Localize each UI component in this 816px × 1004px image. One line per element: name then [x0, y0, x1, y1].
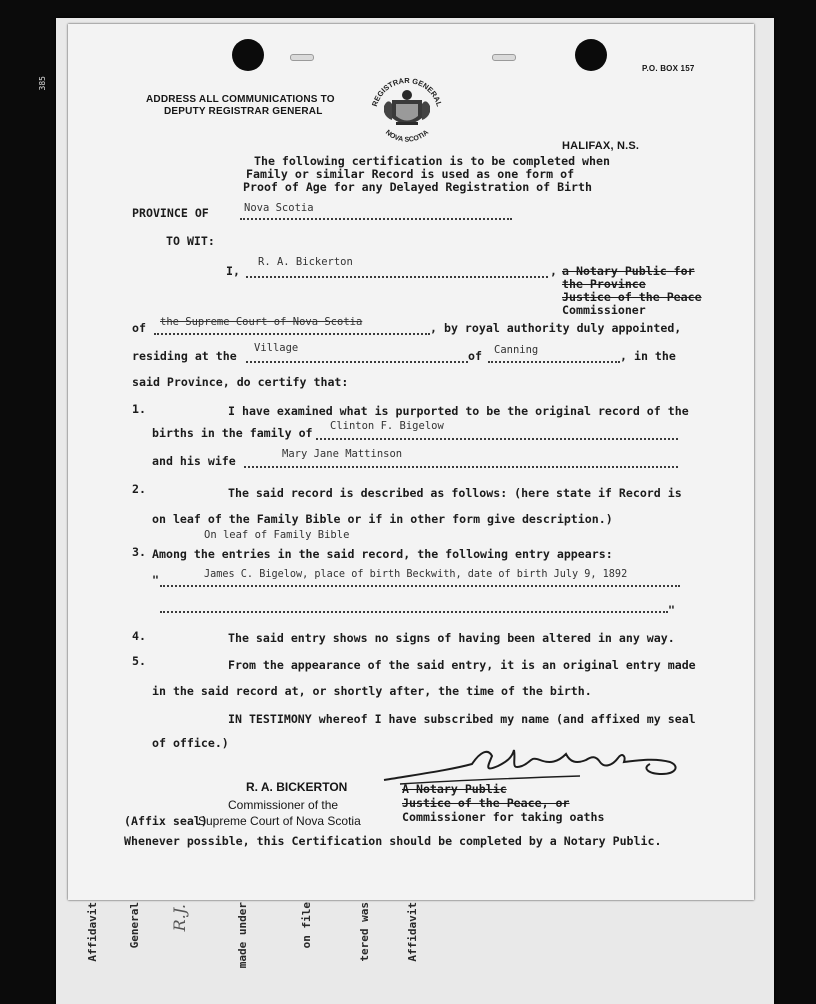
footer-note: Whenever possible, this Certification should be completed by a Notary Public.: [124, 834, 662, 848]
certificate-page: [38, 24, 754, 900]
punch-hole-left: [232, 39, 264, 71]
staple-left: [290, 54, 314, 61]
affix-seal: (Affix seal): [124, 814, 208, 828]
staple-right: [492, 54, 516, 61]
item-5-line-2: in the said record at, or shortly after, the time of the birth.: [152, 684, 592, 698]
entry-text: James C. Bigelow, place of birth Beckwith, date of birth July 9, 1892: [204, 569, 628, 580]
seal-top-text: REGISTRAR GENERAL: [370, 76, 444, 108]
punch-hole-right: [575, 39, 607, 71]
births-label: births in the family of: [152, 426, 313, 440]
court-value: the Supreme Court of Nova Scotia: [160, 316, 363, 328]
registrar-general-seal: [370, 68, 444, 148]
father-name: Clinton F. Bigelow: [330, 420, 444, 432]
stamp-line-2: Commissioner of the: [228, 798, 339, 812]
to-wit: TO WIT:: [166, 234, 215, 248]
title-notary-public: a Notary Public for: [562, 264, 695, 278]
residence-suffix: , in the: [620, 349, 676, 363]
address-line-1: ADDRESS ALL COMMUNICATIONS TO: [146, 94, 335, 105]
testimony-line-1: IN TESTIMONY whereof I have subscribed my name (and affixed my seal: [228, 712, 696, 726]
halifax-label: HALIFAX, N.S.: [562, 140, 640, 152]
title-justice-of-peace: [562, 290, 702, 304]
item-3-number: 3.: [132, 545, 146, 559]
residence-label: residing at the: [132, 349, 237, 363]
record-description: On leaf of Family Bible: [204, 529, 350, 541]
seal-bottom-text: NOVA SCOTIA: [383, 129, 431, 144]
entry-open-quote: ": [152, 573, 159, 587]
item-5-number: 5.: [132, 654, 146, 668]
back-page-strip: [80, 900, 720, 1004]
title-comma: ,: [550, 264, 557, 278]
residence-of: of: [468, 349, 482, 363]
svg-text:NOVA SCOTIA: [384, 129, 430, 144]
residence-name: Canning: [494, 344, 539, 356]
sig-opt-justice: Justice of the Peace, or: [402, 796, 570, 810]
back-col-made-under: made under: [236, 902, 249, 969]
back-col-affidavit-1: Affidavit: [86, 902, 99, 962]
item-2-number: 2.: [132, 482, 146, 496]
province-label: PROVINCE OF: [132, 206, 209, 220]
sig-opt-commissioner: Commissioner for taking oaths: [402, 810, 605, 824]
item-2-line-1: The said record is described as follows: (here state if Record is: [228, 486, 682, 500]
sig-opt-notary: A Notary Public: [402, 782, 507, 796]
back-col-on-file: on file: [300, 902, 313, 949]
mother-name: Mary Jane Mattinson: [282, 448, 403, 460]
residence-type: Village: [254, 342, 299, 354]
title-justice-text: Justice of the Peace: [562, 290, 702, 304]
back-signature-mark: R.J.: [170, 904, 189, 932]
intro-line-1: The following certification is to be completed when: [254, 154, 610, 168]
entry-line-2: [160, 599, 668, 613]
wife-label: and his wife: [152, 454, 236, 468]
intro-line-3: Proof of Age for any Delayed Registration of Birth: [243, 180, 593, 194]
province-value: Nova Scotia: [244, 202, 314, 214]
court-suffix: , by royal authority duly appointed,: [430, 321, 682, 335]
court-prefix: of: [132, 321, 146, 335]
item-1-number: 1.: [132, 402, 146, 416]
stamp-line-3: Supreme Court of Nova Scotia: [198, 814, 361, 828]
back-col-tered-was: tered was: [358, 902, 371, 962]
testimony-line-2: of office.): [152, 736, 229, 750]
back-col-affidavit-2: Affidavit: [406, 902, 419, 962]
intro-line-2: Family or similar Record is used as one form of: [246, 167, 575, 181]
certify-line: said Province, do certify that:: [132, 375, 349, 389]
entry-close-quote: ": [668, 603, 675, 617]
back-col-general: General: [128, 902, 141, 949]
person-prefix: I,: [226, 264, 240, 278]
title-commissioner: Commissioner: [562, 303, 646, 317]
item-5-line-1: From the appearance of the said entry, it is an original entry made: [228, 658, 696, 672]
stamp-name: R. A. BICKERTON: [246, 780, 348, 794]
side-page-number: 385: [38, 76, 47, 91]
item-1-text: I have examined what is purported to be the original record of the: [228, 404, 689, 418]
item-2-line-2: on leaf of the Family Bible or if in other form give description.): [152, 512, 613, 526]
address-line-2: DEPUTY REGISTRAR GENERAL: [164, 106, 323, 117]
po-box: P.O. BOX 157: [642, 64, 695, 73]
item-4-number: 4.: [132, 629, 146, 643]
item-4-text: The said entry shows no signs of having been altered in any way.: [228, 631, 675, 645]
person-name: R. A. Bickerton: [258, 256, 353, 268]
item-3-text: Among the entries in the said record, the following entry appears:: [152, 547, 613, 561]
title-the-province: the Province: [562, 277, 646, 291]
